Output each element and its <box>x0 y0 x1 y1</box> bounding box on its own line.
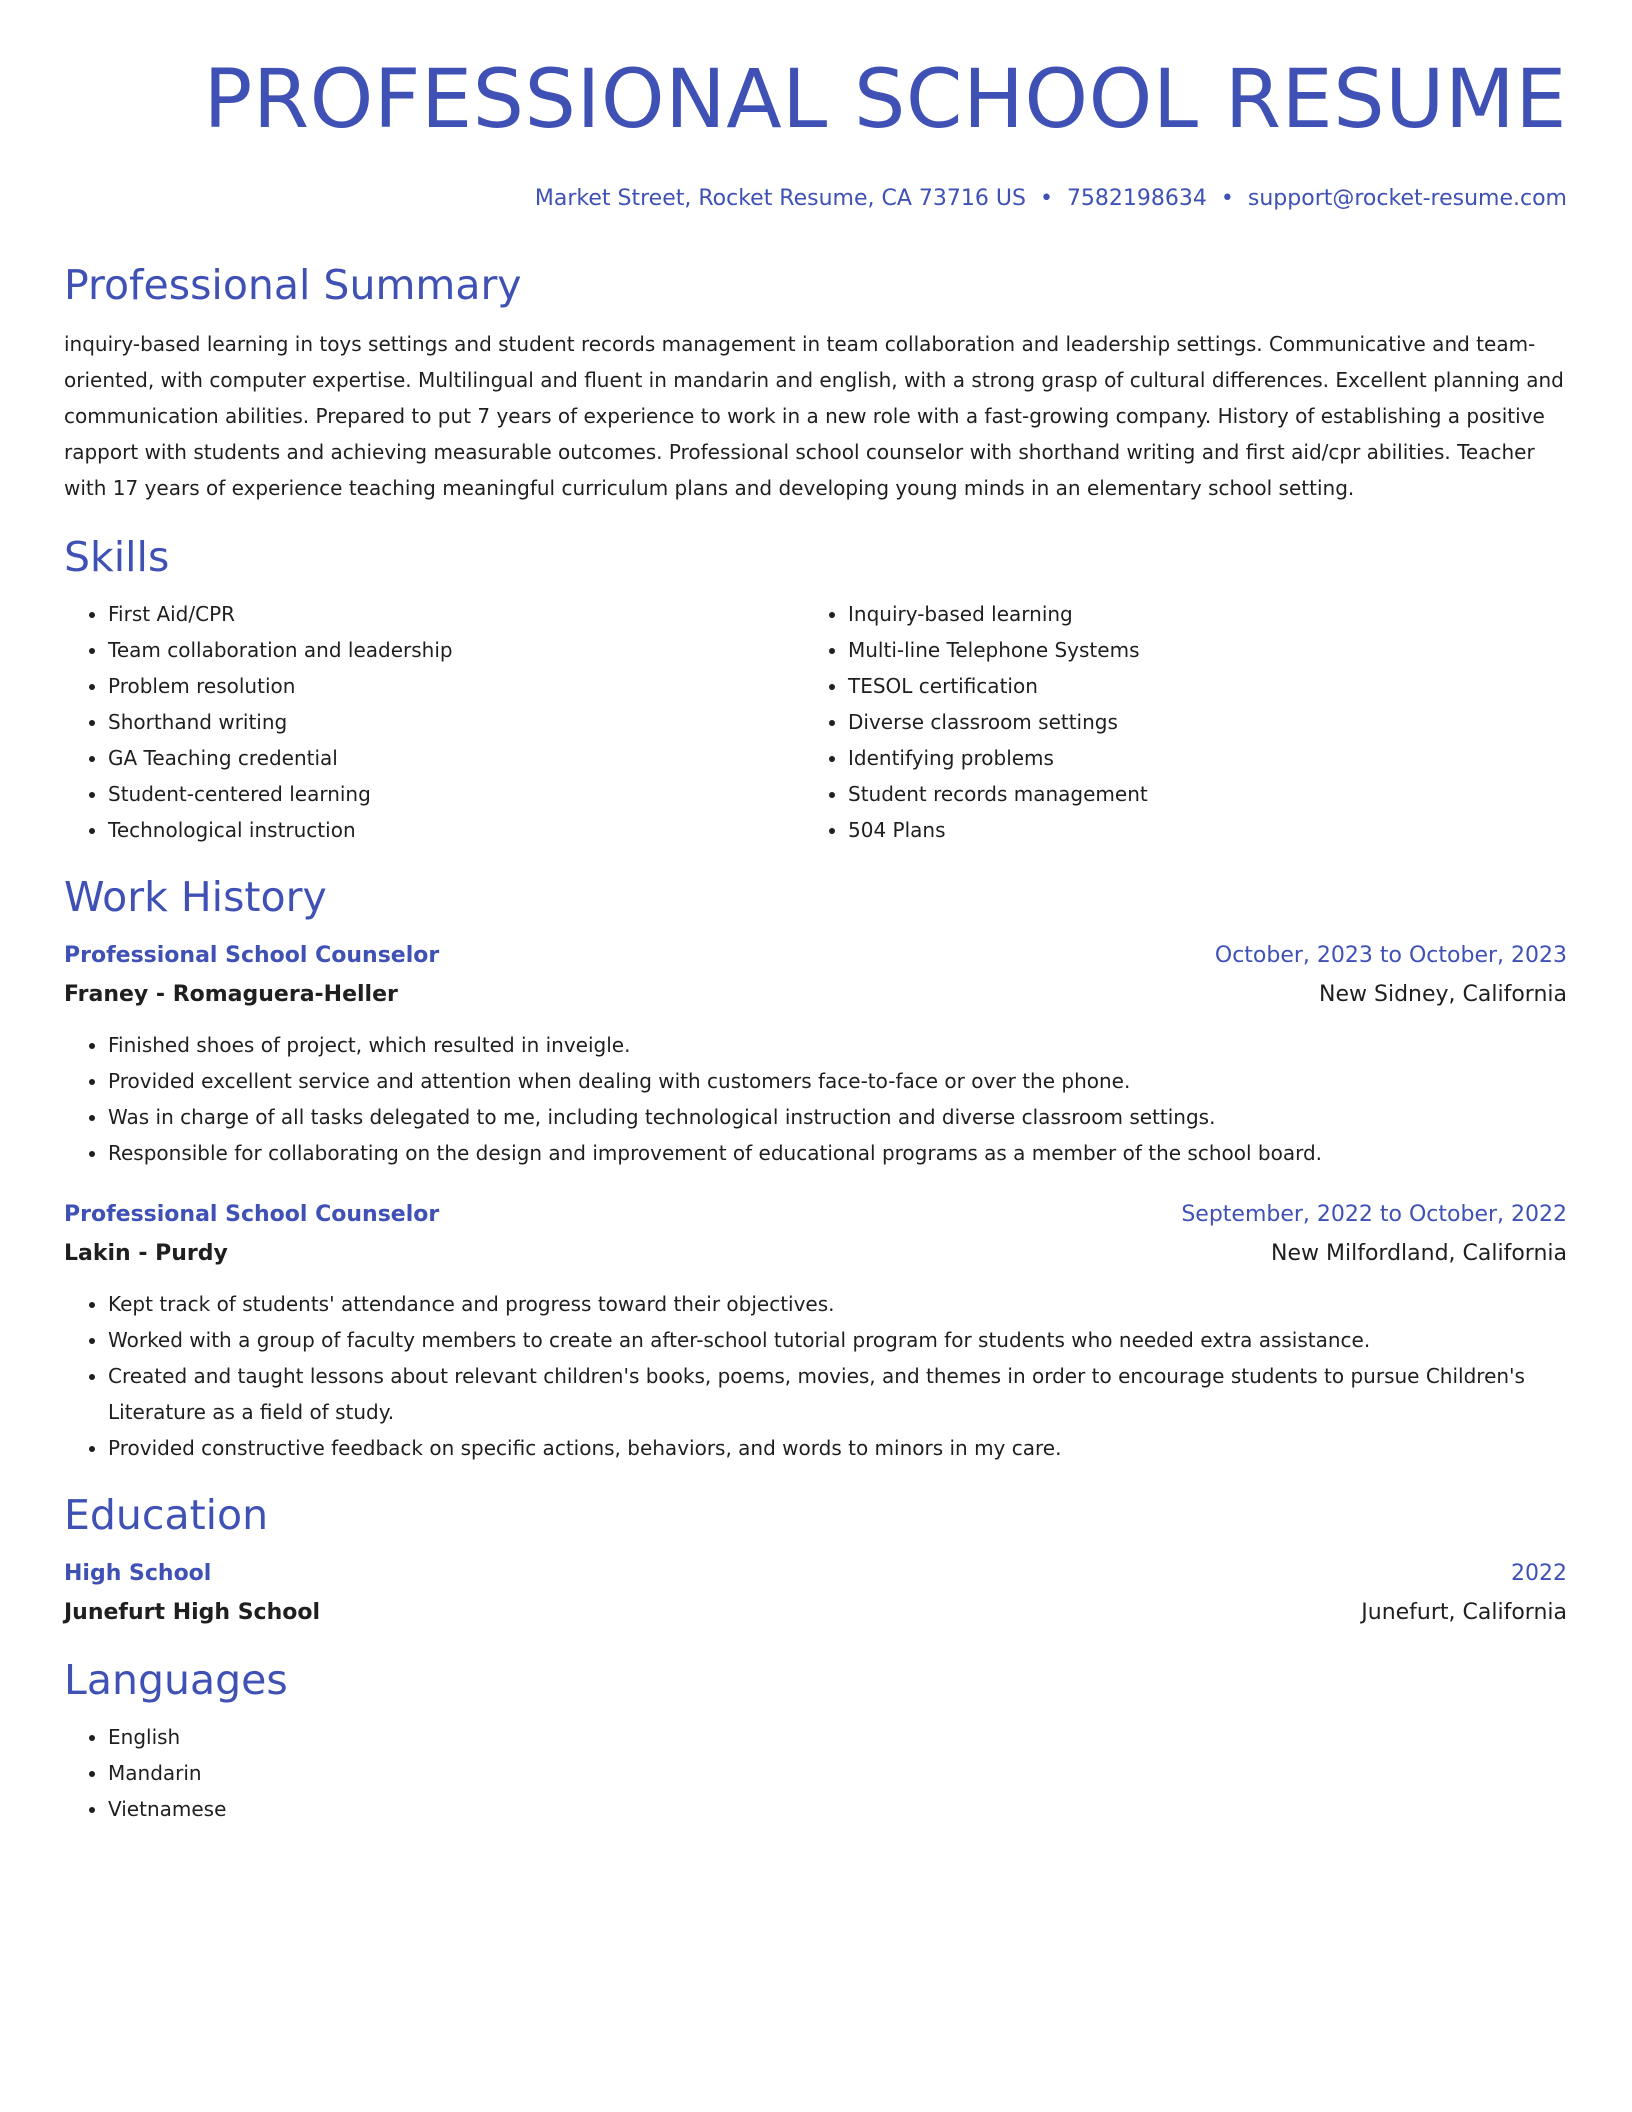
job-location: New Milfordland, California <box>1271 1241 1567 1266</box>
skill-item: • First Aid/CPR <box>108 596 804 632</box>
skills-heading: Skills <box>64 533 170 581</box>
skill-item: • Problem resolution <box>108 668 804 704</box>
skill-item: • 504 Plans <box>848 812 1544 848</box>
education-degree: High School <box>64 1561 212 1586</box>
education-entry <box>64 1556 1567 1631</box>
job-location: New Sidney, California <box>1319 982 1567 1007</box>
languages-heading: Languages <box>64 1656 288 1704</box>
job-bullet: • Provided excellent service and attention when dealing with customers face-to-face or over the phone. <box>108 1063 1567 1099</box>
contact-address: Market Street, Rocket Resume, CA 73716 US <box>534 186 1026 211</box>
skills-right-list <box>804 596 1544 848</box>
job-bullets <box>64 1027 1567 1171</box>
skill-item: • Student records management <box>848 776 1544 812</box>
job-employer: Franey - Romaguera-Heller <box>64 982 398 1007</box>
summary-text: inquiry-based learning in toys settings and student records management in team collaboration and leadership settings. Communicative and team-oriented, with computer expertise. Multilingual and fluent in mandarin and english, with a strong grasp of cultural differences. Excellent planning and communication abilities. Prepared to put 7 years of experience to work in a new role with a fast-growing company. History of establishing a positive rapport with students and achieving measurable outcomes. Professional school counselor with shorthand writing and first aid/cpr abilities. Teacher with 17 years of experience teaching meaningful curriculum plans and developing young minds in an elementary school setting. <box>64 332 1564 500</box>
resume-page <box>64 0 1567 1827</box>
work-history-heading: Work History <box>64 873 327 921</box>
job-employer-row <box>64 1236 1567 1272</box>
skill-item: • Team collaboration and leadership <box>108 632 804 668</box>
contact-line <box>64 184 1567 214</box>
skill-item: • TESOL certification <box>848 668 1544 704</box>
skill-item: • GA Teaching credential <box>108 740 804 776</box>
contact-separator: • <box>1220 186 1234 211</box>
education-header-row <box>64 1556 1567 1592</box>
skills-left-list <box>64 596 804 848</box>
job-entry <box>64 1197 1567 1466</box>
skill-item: • Diverse classroom settings <box>848 704 1544 740</box>
job-bullet: • Was in charge of all tasks delegated to me, including technological instruction and diverse classroom settings. <box>108 1099 1567 1135</box>
education-school-row <box>64 1595 1567 1631</box>
skills-columns <box>64 596 1567 848</box>
education-school: Junefurt High School <box>64 1600 321 1625</box>
job-bullet: • Provided constructive feedback on specific actions, behaviors, and words to minors in my care. <box>108 1430 1567 1466</box>
summary-heading: Professional Summary <box>64 261 522 309</box>
job-entry <box>64 938 1567 1171</box>
job-bullet: • Kept track of students' attendance and progress toward their objectives. <box>108 1286 1567 1322</box>
job-bullets <box>64 1286 1567 1466</box>
job-title: Professional School Counselor <box>64 943 440 968</box>
skill-item: • Technological instruction <box>108 812 804 848</box>
contact-phone: 7582198634 <box>1066 186 1207 211</box>
resume-title: PROFESSIONAL SCHOOL RESUME <box>203 53 1567 147</box>
job-bullet: • Finished shoes of project, which resulted in inveigle. <box>108 1027 1567 1063</box>
job-bullet: • Created and taught lessons about relevant children's books, poems, movies, and themes in order to encourage students to pursue Children's Literature as a field of study. <box>108 1358 1567 1430</box>
languages-list <box>64 1719 1567 1827</box>
education-heading: Education <box>64 1491 269 1539</box>
skill-item: • Student-centered learning <box>108 776 804 812</box>
job-dates: October, 2023 to October, 2023 <box>1214 943 1567 968</box>
education-location: Junefurt, California <box>1361 1600 1567 1625</box>
skill-item: • Multi-line Telephone Systems <box>848 632 1544 668</box>
language-item: • Vietnamese <box>108 1791 1567 1827</box>
contact-separator: • <box>1039 186 1053 211</box>
contact-email: support@rocket-resume.com <box>1247 186 1567 211</box>
job-title: Professional School Counselor <box>64 1202 440 1227</box>
education-year: 2022 <box>1511 1561 1567 1586</box>
job-bullet: • Responsible for collaborating on the design and improvement of educational programs as a member of the school board. <box>108 1135 1567 1171</box>
job-bullet: • Worked with a group of faculty members to create an after-school tutorial program for students who needed extra assistance. <box>108 1322 1567 1358</box>
skill-item: • Identifying problems <box>848 740 1544 776</box>
language-item: • Mandarin <box>108 1755 1567 1791</box>
language-item: • English <box>108 1719 1567 1755</box>
job-header-row <box>64 1197 1567 1233</box>
job-header-row <box>64 938 1567 974</box>
job-employer: Lakin - Purdy <box>64 1241 228 1266</box>
job-employer-row <box>64 977 1567 1013</box>
skill-item: • Shorthand writing <box>108 704 804 740</box>
skill-item: • Inquiry-based learning <box>848 596 1544 632</box>
job-dates: September, 2022 to October, 2022 <box>1181 1202 1567 1227</box>
